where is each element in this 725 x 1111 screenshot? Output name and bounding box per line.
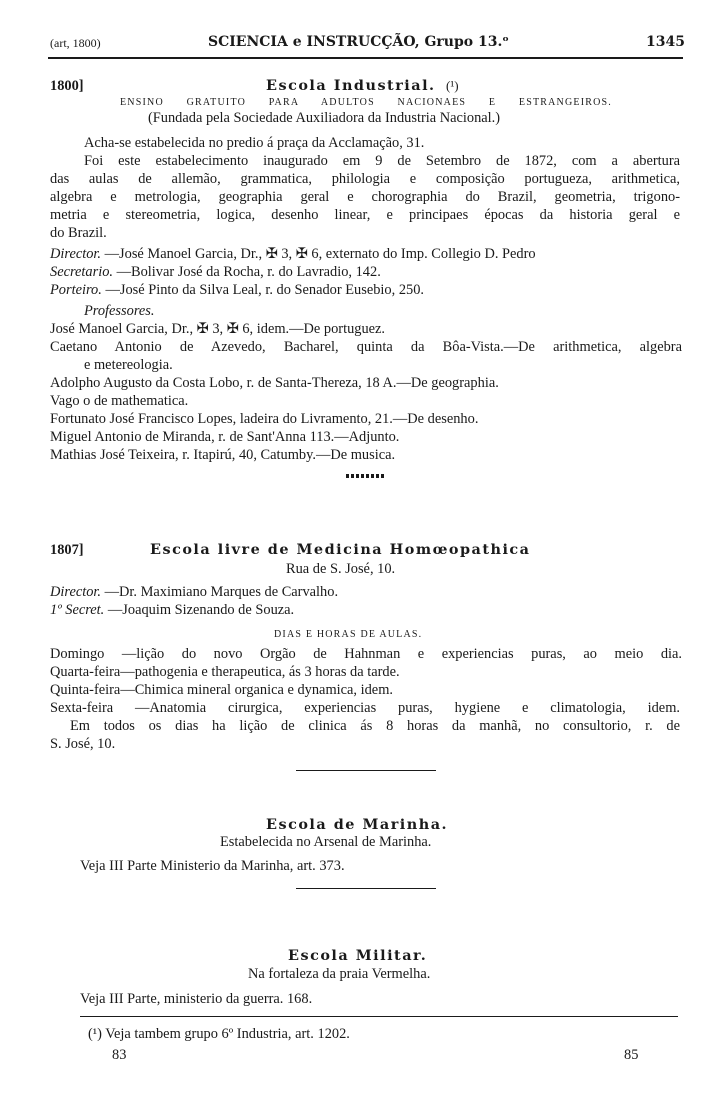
- entry-1807-number: 1807]: [50, 542, 84, 558]
- professor-line: Vago o de mathematica.: [50, 393, 189, 409]
- entry-1800-body-line: Foi este estabelecimento inaugurado em 9 de Setembro de 1872, com a abertura: [84, 153, 680, 169]
- footer-left-number: 83: [112, 1047, 127, 1063]
- professor-line: Miguel Antonio de Miranda, r. de Sant'Anna 113.—Adjunto.: [50, 429, 400, 445]
- officer-role: Porteiro.: [50, 282, 102, 298]
- officer-text: —Dr. Maximiano Marques de Carvalho.: [104, 584, 339, 600]
- header-article-range: (art, 1800): [50, 36, 101, 50]
- officer-text: —Joaquim Sizenando de Souza.: [107, 602, 295, 618]
- schedule-line: Sexta-feira —Anatomia cirurgica, experiencias puras, hygiene e climatologia, idem.: [50, 700, 680, 716]
- officer-porter: [50, 282, 424, 299]
- officer-role: 1º Secret.: [50, 602, 105, 618]
- officer-text: —Bolivar José da Rocha, r. do Lavradio, 142.: [116, 264, 381, 280]
- entry-1800-body-line: metria e stereometria, logica, desenho linear, e principaes épocas da historia geral e: [50, 207, 680, 223]
- header-section-title: SCIENCIA e INSTRUCÇÃO, Grupo 13.ᵒ: [208, 34, 509, 50]
- entry-1807-address: Rua de S. José, 10.: [286, 561, 396, 577]
- militar-location: Na fortaleza da praia Vermelha.: [248, 966, 431, 982]
- officer-secretary: [50, 602, 294, 619]
- schedule-line: Quinta-feira—Chimica mineral organica e dynamica, idem.: [50, 682, 393, 698]
- officer-director: [50, 246, 536, 263]
- entry-1800-body-line: Acha-se estabelecida no predio á praça da Acclamação, 31.: [84, 135, 425, 151]
- professor-line: Mathias José Teixeira, r. Itapirú, 40, Catumby.—De musica.: [50, 447, 396, 463]
- entry-1800-title: Escola Industrial.: [266, 77, 436, 94]
- marinha-location: Estabelecida no Arsenal de Marinha.: [220, 834, 432, 850]
- militar-title: Escola Militar.: [288, 947, 428, 964]
- professors-heading: Professores.: [84, 303, 155, 319]
- entry-1807-title: Escola livre de Medicina Homœopathica: [150, 541, 531, 558]
- footnote: (¹) Veja tambem grupo 6º Industria, art. 1202.: [88, 1026, 350, 1042]
- schedule-line: Domingo —lição do novo Orgão de Hahnman e experiencias puras, ao meio dia.: [50, 646, 682, 662]
- entry-1800-subtitle: ENSINO GRATUITO PARA ADULTOS NACIONAES E ESTRANGEIROS.: [120, 97, 612, 108]
- professor-line: Fortunato José Francisco Lopes, ladeira do Livramento, 21.—De desenho.: [50, 411, 479, 427]
- entry-1800-number: 1800]: [50, 78, 84, 94]
- clinic-line: Em todos os dias ha lição de clinica ás 8 horas da manhã, no consultorio, r. de: [70, 718, 680, 734]
- professor-line: José Manoel Garcia, Dr., ✠ 3, ✠ 6, idem.—De portuguez.: [50, 321, 386, 337]
- militar-reference: Veja III Parte, ministerio da guerra. 168.: [80, 991, 313, 1007]
- officer-role: Director.: [50, 584, 102, 600]
- footer-right-number: 85: [624, 1047, 639, 1063]
- entry-1800-body-line: das aulas de allemão, grammatica, philologia e composição portugueza, arithmetica,: [50, 171, 680, 187]
- officer-director: [50, 584, 338, 601]
- officer-role: Secretario.: [50, 264, 114, 280]
- section-divider: [296, 770, 436, 771]
- professor-line: Caetano Antonio de Azevedo, Bacharel, quinta da Bôa-Vista.—De arithmetica, algebra: [50, 339, 682, 355]
- footnote-marker: (¹): [446, 78, 459, 93]
- professor-line: e metereologia.: [84, 357, 173, 373]
- ornament-divider: [346, 474, 386, 478]
- officer-text: —José Manoel Garcia, Dr., ✠ 3, ✠ 6, externato do Imp. Collegio D. Pedro: [104, 246, 536, 262]
- marinha-title: Escola de Marinha.: [266, 816, 449, 833]
- professor-line: Adolpho Augusto da Costa Lobo, r. de Santa-Thereza, 18 A.—De geographia.: [50, 375, 499, 391]
- entry-1800-body-line: do Brazil.: [50, 225, 107, 241]
- clinic-line: S. José, 10.: [50, 736, 116, 752]
- schedule-line: Quarta-feira—pathogenia e therapeutica, ás 3 horas da tarde.: [50, 664, 400, 680]
- entry-1800-body-line: algebra e metrologia, geographia geral e chorographia do Brazil, geometria, trigono-: [50, 189, 680, 205]
- schedule-heading: DIAS E HORAS DE AULAS.: [274, 629, 423, 640]
- section-divider: [296, 888, 436, 889]
- entry-1800-founded: (Fundada pela Sociedade Auxiliadora da Industria Nacional.): [148, 110, 501, 126]
- marinha-reference: Veja III Parte Ministerio da Marinha, art. 373.: [80, 858, 345, 874]
- officer-secretary: [50, 264, 381, 281]
- header-page-number: 1345: [646, 34, 685, 50]
- officer-text: —José Pinto da Silva Leal, r. do Senador Eusebio, 250.: [105, 282, 425, 298]
- footnote-rule: [80, 1016, 678, 1017]
- header-rule: [48, 57, 683, 59]
- officer-role: Director.: [50, 246, 102, 262]
